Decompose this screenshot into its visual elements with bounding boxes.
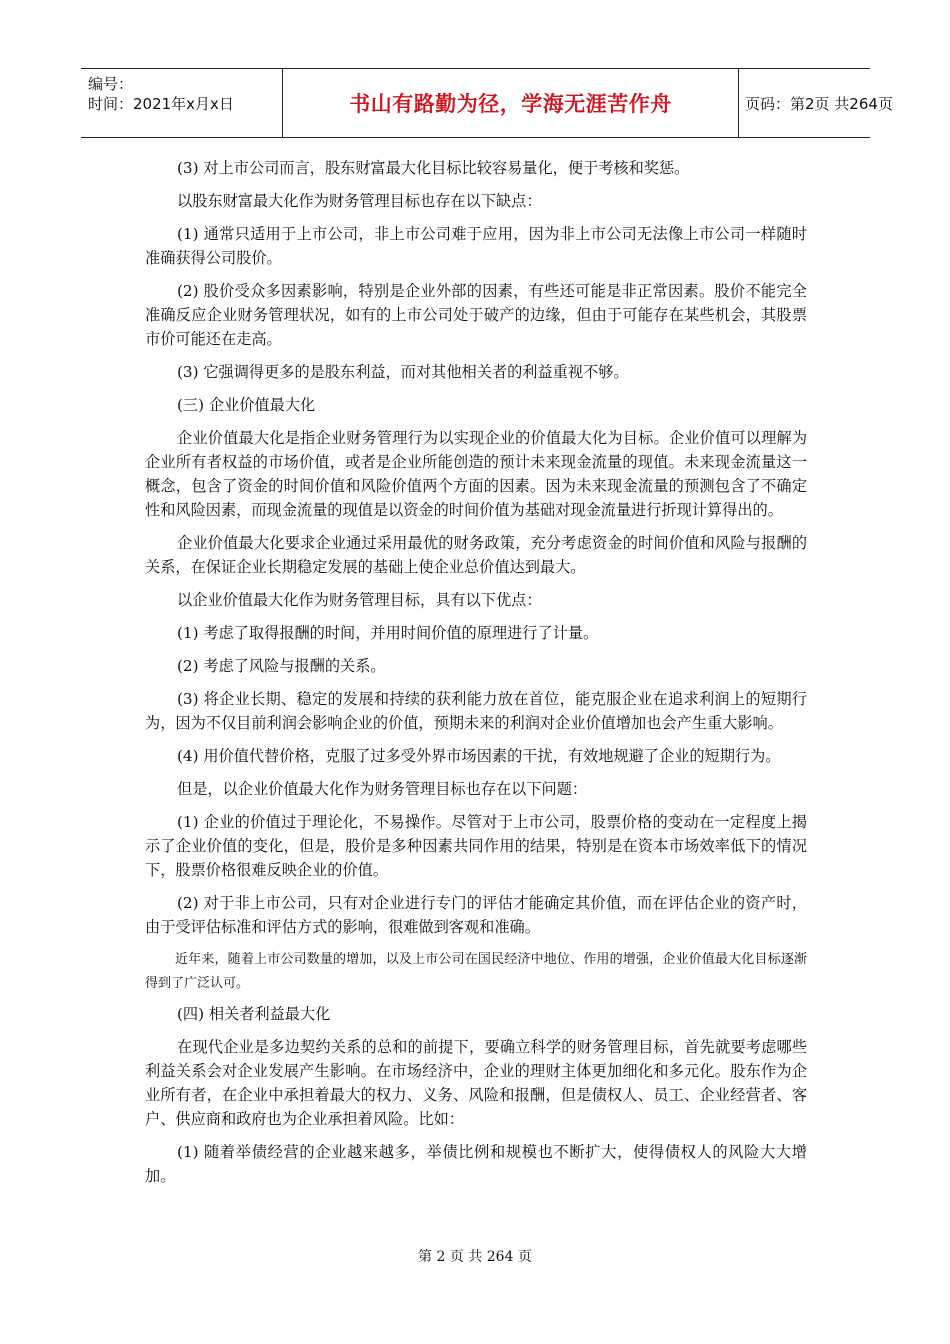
paragraph: (4) 用价值代替价格，克服了过多受外界市场因素的干扰，有效地规避了企业的短期行为。 [177,747,781,765]
paragraph: (3) 对上市公司而言，股东财富最大化目标比较容易量化，便于考核和奖惩。 [177,159,690,177]
paragraph: (1) 考虑了取得报酬的时间，并用时间价值的原理进行了计量。 [177,624,599,642]
header-meta-cell [81,69,283,137]
paragraph: 企业价值最大化要求企业通过采用最优的财务政策，充分考虑资金的时间价值和风险与报酬的关系，在保证企业长期稳定发展的基础上使企业总价值达到最大。 [145,534,807,576]
header-motto-cell [283,69,739,137]
section-heading: (三) 企业价值最大化 [177,396,316,414]
document-body [145,156,807,1197]
document-date-label: 时间：2021年x月x日 [88,95,234,113]
page-footer: 第 2 页 共 264 页 [418,1249,532,1265]
paragraph: (3) 它强调得更多的是股东利益，而对其他相关者的利益重视不够。 [177,363,629,381]
paragraph: 以股东财富最大化作为财务管理目标也存在以下缺点： [177,192,542,210]
paragraph: 但是，以企业价值最大化作为财务管理目标也存在以下问题： [177,780,588,798]
paragraph: (2) 对于非上市公司，只有对企业进行专门的评估才能确定其价值，而在评估企业的资产时，由于受评估标准和评估方式的影响，很难做到客观和准确。 [145,894,807,936]
header-page-number: 页码：第2页 共264页 [745,94,893,113]
document-number-label: 编号： [88,75,134,93]
paragraph: (1) 企业的价值过于理论化，不易操作。尽管对于上市公司，股票价格的变动在一定程度上揭示了企业价值的变化，但是，股价是多种因素共同作用的结果，特别是在资本市场效率低下的情况下，股票价格很难反映企业的价值。 [145,813,807,879]
paragraph: (1) 通常只适用于上市公司，非上市公司难于应用，因为非上市公司无法像上市公司一样随时准确获得公司股价。 [145,225,807,267]
paragraph: (2) 股价受众多因素影响，特别是企业外部的因素，有些还可能是非正常因素。股价不能完全准确反应企业财务管理状况，如有的上市公司处于破产的边缘，但由于可能存在某些机会，其股票市价可能还在走高。 [145,282,807,348]
paragraph: (3) 将企业长期、稳定的发展和持续的获利能力放在首位，能克服企业在追求利润上的短期行为，因为不仅目前利润会影响企业的价值，预期未来的利润对企业价值增加也会产生重大影响。 [145,690,807,732]
paragraph: (1) 随着举债经营的企业越来越多，举债比例和规模也不断扩大，使得债权人的风险大大增加。 [145,1143,807,1185]
page-header [81,68,893,138]
paragraph: 近年来，随着上市公司数量的增加，以及上市公司在国民经济中地位、作用的增强，企业价值最大化目标逐渐得到了广泛认可。 [145,952,807,991]
header-page-cell [739,69,893,137]
paragraph: 在现代企业是多边契约关系的总和的前提下，要确立科学的财务管理目标，首先就要考虑哪些利益关系会对企业发展产生影响。在市场经济中，企业的理财主体更加细化和多元化。股东作为企业所有者，在企业中承担着最大的权力、义务、风险和报酬，但是债权人、员工、企业经营者、客户、供应商和政府也为企业承担着风险。比如： [145,1038,807,1128]
section-heading: (四) 相关者利益最大化 [177,1005,331,1023]
paragraph: (2) 考虑了风险与报酬的关系。 [177,657,386,675]
paragraph: 企业价值最大化是指企业财务管理行为以实现企业的价值最大化为目标。企业价值可以理解为企业所有者权益的市场价值，或者是企业所能创造的预计未来现金流量的现值。未来现金流量这一概念，包含了资金的时间价值和风险价值两个方面的因素。因为未来现金流量的预测包含了不确定性和风险因素，而现金流量的现值是以资金的时间价值为基础对现金流量进行折现计算得出的。 [145,429,807,519]
paragraph: 以企业价值最大化作为财务管理目标，具有以下优点： [177,591,542,609]
header-motto: 书山有路勤为径，学海无涯苦作舟 [349,92,672,116]
